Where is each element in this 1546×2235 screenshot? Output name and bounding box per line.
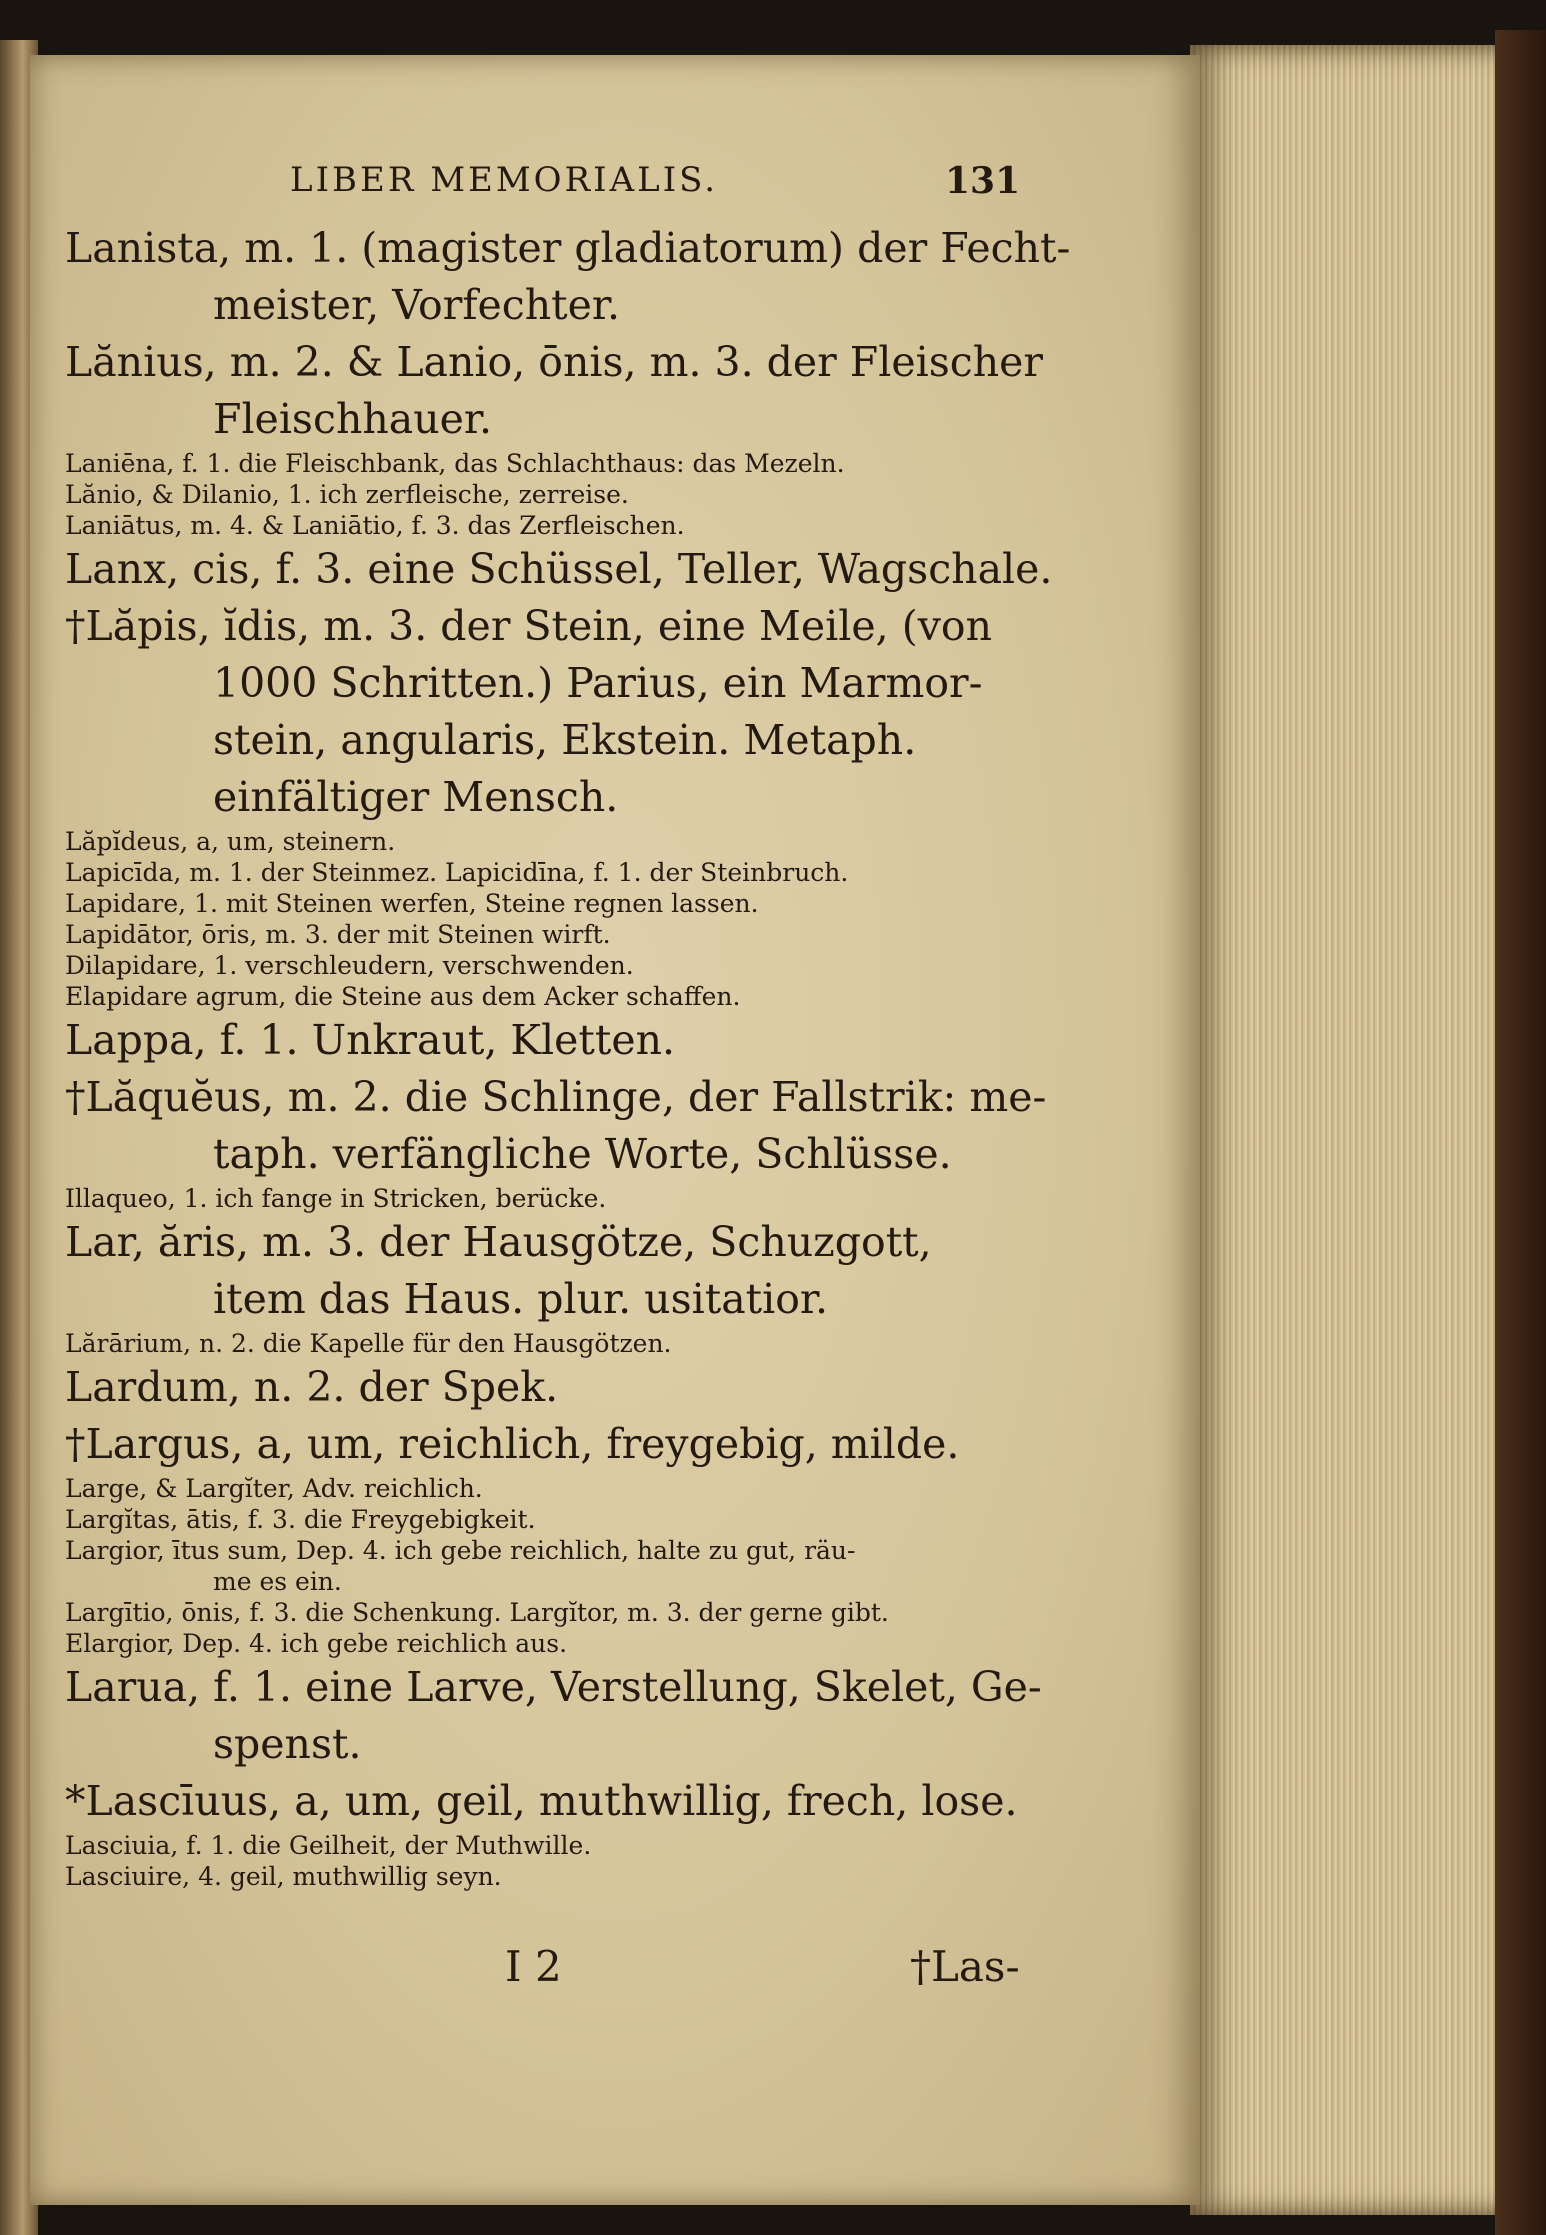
sub-entry-line: Lapicīda, m. 1. der Steinmez. Lapicidīna, f. 1. der Steinbruch. [65,858,849,887]
entry-line: †Largus, a, um, reichlich, freygebig, milde. [65,1420,960,1468]
sub-entry-line: Lăpĭdeus, a, um, steinern. [65,827,396,856]
entry-line: Lănius, m. 2. & Lanio, ōnis, m. 3. der Fleischer [65,338,1044,386]
sub-entry-line: Dilapidare, 1. verschleudern, verschwenden. [65,951,634,980]
sub-entry-line: Laniēna, f. 1. die Fleischbank, das Schlachthaus: das Mezeln. [65,449,845,478]
entry-line: *Lascīuus, a, um, geil, muthwillig, frech, lose. [65,1777,1018,1825]
sub-entry-line: me es ein. [213,1567,342,1596]
entry-line: Lanx, cis, f. 3. eine Schüssel, Teller, Wagschale. [65,545,1053,593]
entry-line: 1000 Schritten.) Parius, ein Marmor- [213,659,983,707]
sub-entry-line: Lapidare, 1. mit Steinen werfen, Steine regnen lassen. [65,889,759,918]
entry-line: Lanista, m. 1. (magister gladiatorum) der Fecht- [65,224,1071,272]
sub-entry-line: Elapidare agrum, die Steine aus dem Acker schaffen. [65,982,741,1011]
signature-mark: I 2 [505,1942,562,1991]
sub-entry-line: Largĭtas, ātis, f. 3. die Freygebigkeit. [65,1505,536,1534]
entry-line: Larua, f. 1. eine Larve, Verstellung, Skelet, Ge- [65,1663,1042,1711]
sub-entry-line: Illaqueo, 1. ich fange in Stricken, berücke. [65,1184,607,1213]
sub-entry-line: Largior, ītus sum, Dep. 4. ich gebe reichlich, halte zu gut, räu- [65,1536,856,1565]
page-number: 131 [945,160,1021,202]
sub-entry-line: Laniātus, m. 4. & Laniātio, f. 3. das Zerfleischen. [65,511,685,540]
running-head: LIBER MEMORIALIS. [290,160,719,200]
dictionary-entries [65,220,1071,1892]
page-footer [65,1942,1020,2012]
sub-entry-line: Lapidātor, ōris, m. 3. der mit Steinen wirft. [65,920,611,949]
sub-entry-line: Lărārium, n. 2. die Kapelle für den Hausgötzen. [65,1329,672,1358]
entry-line: Lar, ăris, m. 3. der Hausgötze, Schuzgott, [65,1218,932,1266]
entry-line: Lappa, f. 1. Unkraut, Kletten. [65,1016,676,1064]
entry-line: †Lăpis, ĭdis, m. 3. der Stein, eine Meile, (von [65,602,992,650]
sub-entry-line: Large, & Largĭter, Adv. reichlich. [65,1474,483,1503]
sub-entry-line: Lasciuia, f. 1. die Geilheit, der Muthwille. [65,1831,592,1860]
entry-line: spenst. [213,1720,362,1768]
page-text [65,160,1071,2012]
sub-entry-line: Lănio, & Dilanio, 1. ich zerfleische, zerreise. [65,480,629,509]
page-stack-edge [1190,45,1520,2215]
entry-line: einfältiger Mensch. [213,773,619,821]
entry-line: Lardum, n. 2. der Spek. [65,1363,559,1411]
entry-line: item das Haus. plur. usitatior. [213,1275,829,1323]
entry-line: stein, angularis, Ekstein. Metaph. [213,716,917,764]
entry-line: Fleischhauer. [213,395,492,443]
sub-entry-line: Elargior, Dep. 4. ich gebe reichlich aus. [65,1629,568,1658]
sub-entry-line: Lasciuire, 4. geil, muthwillig seyn. [65,1862,502,1891]
sub-entry-line: Largītio, ōnis, f. 3. die Schenkung. Largĭtor, m. 3. der gerne gibt. [65,1598,889,1627]
catchword: †Las- [910,1942,1020,1991]
entry-line: †Lăquĕus, m. 2. die Schlinge, der Fallstrik: me- [65,1073,1047,1121]
page-header [65,160,1021,220]
book-binding [1495,30,1546,2235]
entry-line: meister, Vorfechter. [213,281,620,329]
entry-line: taph. verfängliche Worte, Schlüsse. [213,1130,952,1178]
